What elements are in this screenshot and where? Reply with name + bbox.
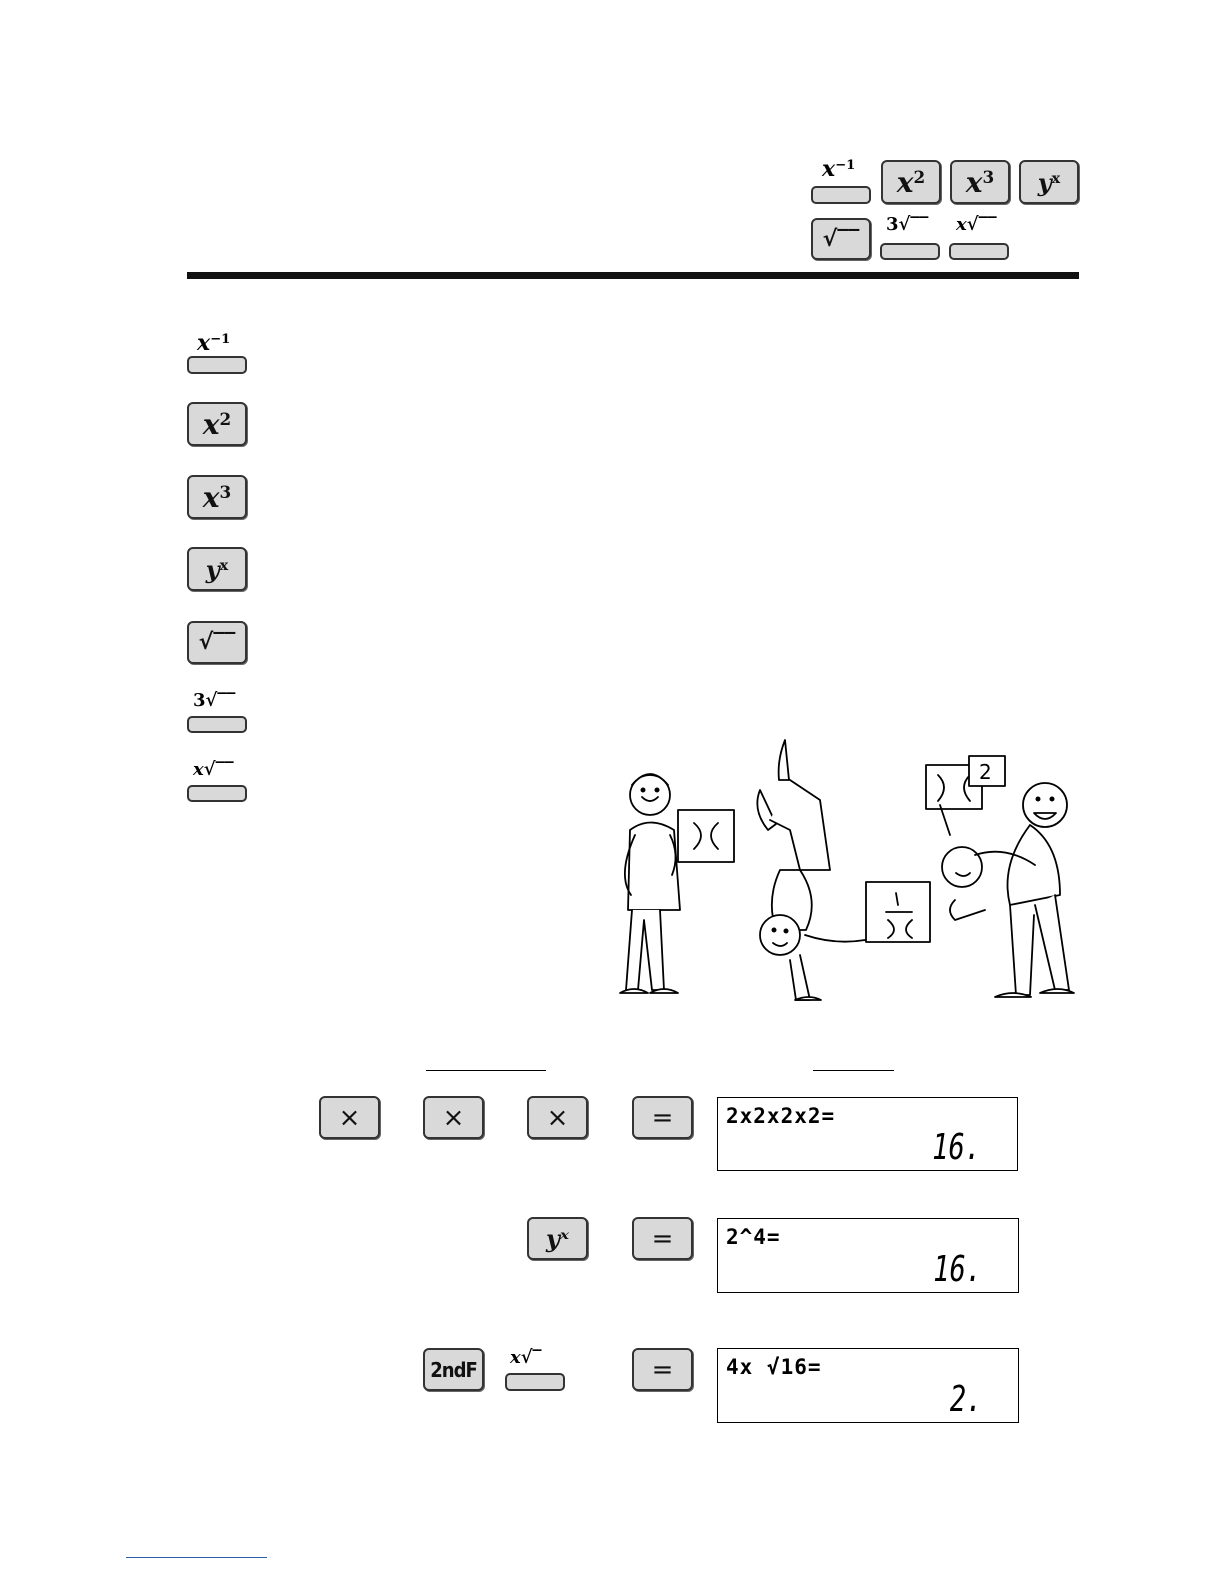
x-inverse-label: $x^{-1}$ [822,156,856,182]
x-root-example-label: x√‾ [510,1347,542,1368]
side-x-root-label: x√‾‾ [193,759,234,780]
display-2-result: 16. [933,1249,982,1290]
x-root-key-example[interactable] [505,1373,565,1391]
side-y-power-x-key[interactable]: $y^x$ [187,547,247,591]
figure-right [926,756,1074,997]
equals-key-3[interactable]: = [632,1348,693,1391]
x-root-label: x√‾‾ [956,214,997,235]
multiply-key-2[interactable]: × [423,1096,484,1139]
x-inverse-key[interactable] [811,186,871,204]
side-square-root-key[interactable]: √‾‾ [187,621,247,664]
footer-link-underline[interactable] [126,1557,267,1558]
figure-middle [757,740,930,1000]
column-header-underline-display [813,1070,894,1071]
cube-root-label: 3√‾‾ [886,214,929,235]
y-power-x-key[interactable]: $y^x$ [1019,160,1079,204]
x-root-key[interactable] [949,243,1009,260]
display-3-result: 2. [949,1379,982,1420]
display-3 [717,1348,1019,1423]
side-x-inverse-label: $x^{-1}$ [197,330,231,356]
side-x-squared-key[interactable]: $x^2$ [187,402,247,446]
cube-root-key[interactable] [880,243,940,260]
figure-left [620,774,734,993]
display-1-input: 2x2x2x2= [726,1104,836,1128]
display-1 [717,1097,1018,1171]
cartoon-illustration [590,735,1080,1010]
equals-key-1[interactable]: = [632,1096,693,1139]
card-label-2: 2 [979,760,992,784]
x-squared-key[interactable]: $x^2$ [881,160,941,204]
section-rule [187,272,1079,279]
display-1-result: 16. [932,1127,981,1168]
side-cube-root-key[interactable] [187,716,247,733]
display-3-input: 4x √16= [726,1355,822,1379]
x-cubed-key[interactable]: $x^3$ [950,160,1010,204]
equals-key-2[interactable]: = [632,1217,693,1260]
display-2-input: 2^4= [726,1225,781,1249]
side-cube-root-label: 3√‾‾ [193,690,236,711]
y-power-x-key-example[interactable]: yˣ [527,1217,588,1260]
column-header-underline-keys [426,1070,546,1071]
side-x-root-key[interactable] [187,785,247,802]
multiply-key-3[interactable]: × [527,1096,588,1139]
multiply-key-1[interactable]: × [319,1096,380,1139]
side-x-inverse-key[interactable] [187,356,247,374]
side-x-cubed-key[interactable]: $x^3$ [187,475,247,519]
second-function-key[interactable]: 2ndF [423,1348,484,1391]
square-root-key[interactable]: √‾‾ [811,218,871,260]
display-2 [717,1218,1019,1293]
